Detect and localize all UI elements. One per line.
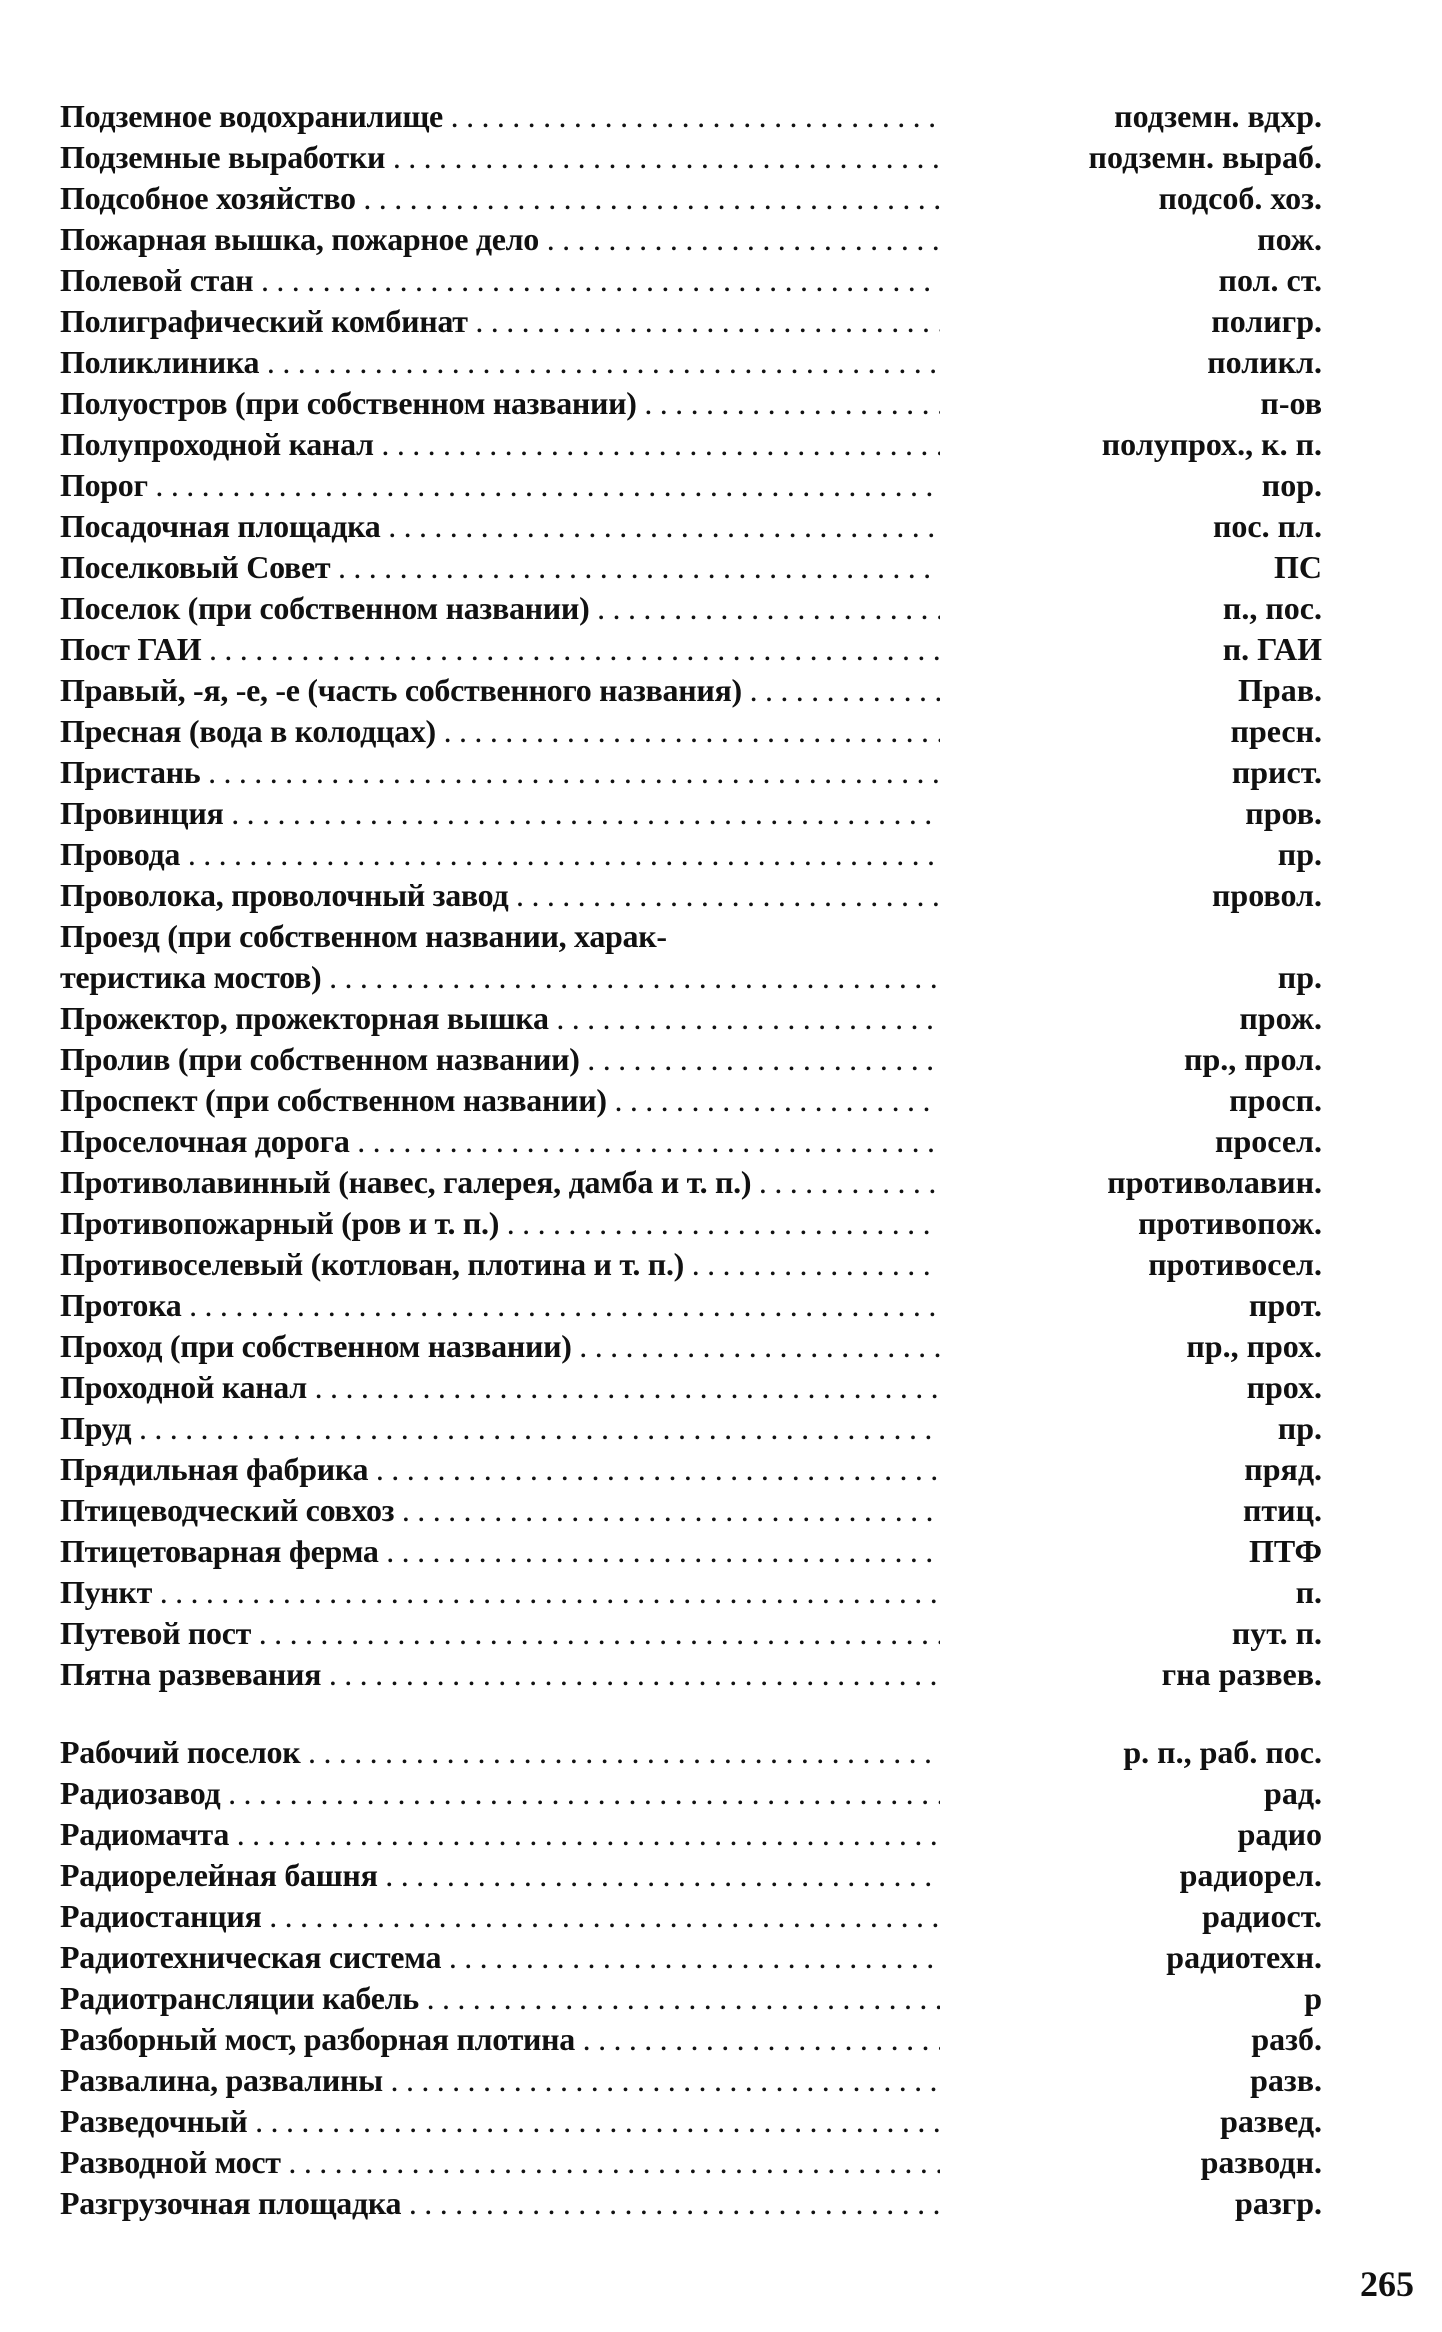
list-item bbox=[60, 1490, 1322, 1531]
entry-term: Провода . . . bbox=[60, 834, 940, 875]
entry-abbreviation: пож. bbox=[1257, 221, 1322, 257]
entry-abbreviation: п. ГАИ bbox=[1222, 631, 1322, 667]
list-item bbox=[60, 1162, 1322, 1203]
entry-term: Птицеводческий совхоз . . . bbox=[60, 1490, 940, 1531]
list-item bbox=[60, 588, 1322, 629]
entry-abbreviation: р. п., раб. пос. bbox=[1123, 1734, 1322, 1770]
list-item bbox=[60, 1572, 1322, 1613]
entry-abbreviation: противосел. bbox=[1148, 1246, 1322, 1282]
list-item bbox=[60, 1367, 1322, 1408]
list-item bbox=[60, 1896, 1322, 1937]
entry-term: Поселок (при собственном названии) . . . bbox=[60, 588, 940, 629]
entry-abbreviation: гна развев. bbox=[1161, 1656, 1322, 1692]
entry-term: Противоселевый (котлован, плотина и т. п.) . . . bbox=[60, 1244, 940, 1285]
entry-term: Проспект (при собственном названии) . . . bbox=[60, 1080, 940, 1121]
entry-term: Посадочная площадка . . . bbox=[60, 506, 940, 547]
entry-abbreviation: птиц. bbox=[1242, 1492, 1322, 1528]
entry-abbreviation: п., пос. bbox=[1222, 590, 1322, 626]
entry-abbreviation: п-ов bbox=[1260, 385, 1322, 421]
entry-abbreviation: противолавин. bbox=[1107, 1164, 1322, 1200]
list-item bbox=[60, 178, 1322, 219]
list-item bbox=[60, 1732, 1322, 1773]
list-item bbox=[60, 1039, 1322, 1080]
list-item bbox=[60, 1121, 1322, 1162]
entry-term: Проволока, проволочный завод . . . bbox=[60, 875, 940, 916]
list-item bbox=[60, 711, 1322, 752]
entry-abbreviation: подземн. выраб. bbox=[1088, 139, 1322, 175]
entry-term: Пристань . . . bbox=[60, 752, 940, 793]
list-item bbox=[60, 96, 1322, 137]
list-item bbox=[60, 998, 1322, 1039]
entry-term: Птицетоварная ферма . . . bbox=[60, 1531, 940, 1572]
list-item bbox=[60, 2101, 1322, 2142]
list-item bbox=[60, 1080, 1322, 1121]
entry-abbreviation: разгр. bbox=[1235, 2185, 1322, 2221]
list-item bbox=[60, 1408, 1322, 1449]
list-item bbox=[60, 834, 1322, 875]
entry-term: Поселковый Совет . . . bbox=[60, 547, 940, 588]
list-item bbox=[60, 547, 1322, 588]
entry-term: Радиотрансляции кабель . . . bbox=[60, 1978, 940, 2019]
list-item bbox=[60, 1773, 1322, 1814]
entry-term: Полевой стан . . . bbox=[60, 260, 940, 301]
list-item bbox=[60, 1814, 1322, 1855]
entry-term: Поликлиника . . . bbox=[60, 342, 940, 383]
entry-term: Проход (при собственном названии) . . . bbox=[60, 1326, 940, 1367]
entry-abbreviation: разб. bbox=[1251, 2021, 1322, 2057]
entry-abbreviation: прож. bbox=[1239, 1000, 1322, 1036]
entry-term: Проходной канал . . . bbox=[60, 1367, 940, 1408]
entry-term: Радиозавод . . . bbox=[60, 1773, 940, 1814]
list-item bbox=[60, 629, 1322, 670]
entry-abbreviation: р bbox=[1304, 1980, 1322, 2016]
entry-term: Прядильная фабрика . . . bbox=[60, 1449, 940, 1490]
page-number: 265 bbox=[1360, 2264, 1414, 2304]
list-item bbox=[60, 2142, 1322, 2183]
entry-abbreviation: разв. bbox=[1250, 2062, 1322, 2098]
list-item bbox=[60, 1855, 1322, 1896]
entry-abbreviation: ПТФ bbox=[1248, 1533, 1322, 1569]
list-item bbox=[60, 219, 1322, 260]
list-item bbox=[60, 506, 1322, 547]
list-item bbox=[60, 2183, 1322, 2224]
entry-abbreviation: прот. bbox=[1248, 1287, 1322, 1323]
entry-term: Полупроходной канал . . . bbox=[60, 424, 940, 465]
entry-abbreviation: пряд. bbox=[1244, 1451, 1322, 1487]
list-item bbox=[60, 793, 1322, 834]
list-item bbox=[60, 2060, 1322, 2101]
entry-term: Радиостанция . . . bbox=[60, 1896, 940, 1937]
list-item bbox=[60, 1978, 1322, 2019]
entry-term: Пролив (при собственном названии) . . . bbox=[60, 1039, 940, 1080]
entry-term: Разводной мост . . . bbox=[60, 2142, 940, 2183]
entry-abbreviation: провол. bbox=[1211, 877, 1322, 913]
entry-term: Полиграфический комбинат . . . bbox=[60, 301, 940, 342]
entry-term: Разведочный . . . bbox=[60, 2101, 940, 2142]
entry-term: Подсобное хозяйство . . . bbox=[60, 178, 940, 219]
entry-term: Радиорелейная башня . . . bbox=[60, 1855, 940, 1896]
entry-term: Пруд . . . bbox=[60, 1408, 940, 1449]
entry-abbreviation: прох. bbox=[1246, 1369, 1322, 1405]
entry-term: Правый, -я, -е, -е (часть собственного названия) . . . bbox=[60, 670, 940, 711]
entry-abbreviation: пр. bbox=[1277, 836, 1322, 872]
entry-abbreviation: поликл. bbox=[1207, 344, 1322, 380]
entry-abbreviation: пр., прох. bbox=[1186, 1328, 1322, 1364]
list-item bbox=[60, 1654, 1322, 1695]
list-item bbox=[60, 1326, 1322, 1367]
entry-term: Противопожарный (ров и т. п.) . . . bbox=[60, 1203, 940, 1244]
entry-term: Порог . . . bbox=[60, 465, 940, 506]
entry-term: Разгрузочная площадка . . . bbox=[60, 2183, 940, 2224]
entry-abbreviation: ПС bbox=[1274, 549, 1322, 585]
entry-term: Протока . . . bbox=[60, 1285, 940, 1326]
entry-term: Проезд (при собственном названии, харак- теристика мостов) . . . bbox=[60, 916, 940, 998]
list-item bbox=[60, 1285, 1322, 1326]
entry-term: Провинция . . . bbox=[60, 793, 940, 834]
entry-term: Развалина, развалины . . . bbox=[60, 2060, 940, 2101]
entry-abbreviation: радиотехн. bbox=[1166, 1939, 1322, 1975]
entry-term: Разборный мост, разборная плотина . . . bbox=[60, 2019, 940, 2060]
list-item bbox=[60, 1449, 1322, 1490]
entry-abbreviation: пресн. bbox=[1230, 713, 1322, 749]
entry-term: Полуостров (при собственном названии) . . . bbox=[60, 383, 940, 424]
list-item bbox=[60, 465, 1322, 506]
entry-abbreviation: пр., прол. bbox=[1184, 1041, 1322, 1077]
entry-abbreviation: пос. пл. bbox=[1212, 508, 1322, 544]
list-item bbox=[60, 383, 1322, 424]
abbreviation-list-r bbox=[60, 1732, 1322, 2224]
entry-term: Пресная (вода в колодцах) . . . bbox=[60, 711, 940, 752]
entry-abbreviation: просел. bbox=[1215, 1123, 1322, 1159]
entry-abbreviation: просп. bbox=[1229, 1082, 1322, 1118]
entry-abbreviation: п. bbox=[1295, 1574, 1322, 1610]
entry-abbreviation: радиорел. bbox=[1179, 1857, 1322, 1893]
entry-term: Пожарная вышка, пожарное дело . . . bbox=[60, 219, 940, 260]
list-item bbox=[60, 2019, 1322, 2060]
entry-term: Рабочий поселок . . . bbox=[60, 1732, 940, 1773]
entry-term: Радиотехническая система . . . bbox=[60, 1937, 940, 1978]
entry-term: Пост ГАИ . . . bbox=[60, 629, 940, 670]
entry-term: Пятна развевания . . . bbox=[60, 1654, 940, 1695]
entry-term: Подземное водохранилище . . . bbox=[60, 96, 940, 137]
entry-abbreviation: прист. bbox=[1231, 754, 1322, 790]
entry-abbreviation: развед. bbox=[1220, 2103, 1322, 2139]
entry-term: Радиомачта . . . bbox=[60, 1814, 940, 1855]
entry-abbreviation: радиост. bbox=[1202, 1898, 1322, 1934]
list-item bbox=[60, 875, 1322, 916]
entry-abbreviation: полупрох., к. п. bbox=[1101, 426, 1322, 462]
list-item bbox=[60, 1203, 1322, 1244]
list-item bbox=[60, 301, 1322, 342]
list-item bbox=[60, 424, 1322, 465]
entry-term: Подземные выработки . . . bbox=[60, 137, 940, 178]
list-item bbox=[60, 916, 1322, 998]
list-item bbox=[60, 1244, 1322, 1285]
entry-abbreviation: пров. bbox=[1245, 795, 1322, 831]
list-item bbox=[60, 1613, 1322, 1654]
list-item bbox=[60, 342, 1322, 383]
entry-term: Путевой пост . . . bbox=[60, 1613, 940, 1654]
entry-abbreviation: пр. bbox=[1277, 1410, 1322, 1446]
entry-term: Проселочная дорога . . . bbox=[60, 1121, 940, 1162]
entry-abbreviation: разводн. bbox=[1200, 2144, 1322, 2180]
entry-abbreviation: противопож. bbox=[1138, 1205, 1322, 1241]
list-item bbox=[60, 670, 1322, 711]
entry-abbreviation: рад. bbox=[1264, 1775, 1322, 1811]
list-item bbox=[60, 752, 1322, 793]
entry-abbreviation: пол. ст. bbox=[1218, 262, 1322, 298]
entry-abbreviation: подземн. вдхр. bbox=[1114, 98, 1322, 134]
entry-term: Противолавинный (навес, галерея, дамба и т. п.) . . . bbox=[60, 1162, 940, 1203]
entry-abbreviation: пор. bbox=[1261, 467, 1322, 503]
entry-term: Пункт . . . bbox=[60, 1572, 940, 1613]
list-item bbox=[60, 1531, 1322, 1572]
entry-abbreviation: радио bbox=[1237, 1816, 1322, 1852]
entry-abbreviation: пут. п. bbox=[1231, 1615, 1322, 1651]
entry-term: Прожектор, прожекторная вышка . . . bbox=[60, 998, 940, 1039]
entry-abbreviation: пр. bbox=[1277, 959, 1322, 995]
entry-abbreviation: подсоб. хоз. bbox=[1158, 180, 1322, 216]
entry-abbreviation: Прав. bbox=[1238, 672, 1322, 708]
entry-abbreviation: полигр. bbox=[1211, 303, 1322, 339]
list-item bbox=[60, 137, 1322, 178]
list-item bbox=[60, 260, 1322, 301]
list-item bbox=[60, 1937, 1322, 1978]
abbreviation-list-p bbox=[60, 96, 1322, 1695]
